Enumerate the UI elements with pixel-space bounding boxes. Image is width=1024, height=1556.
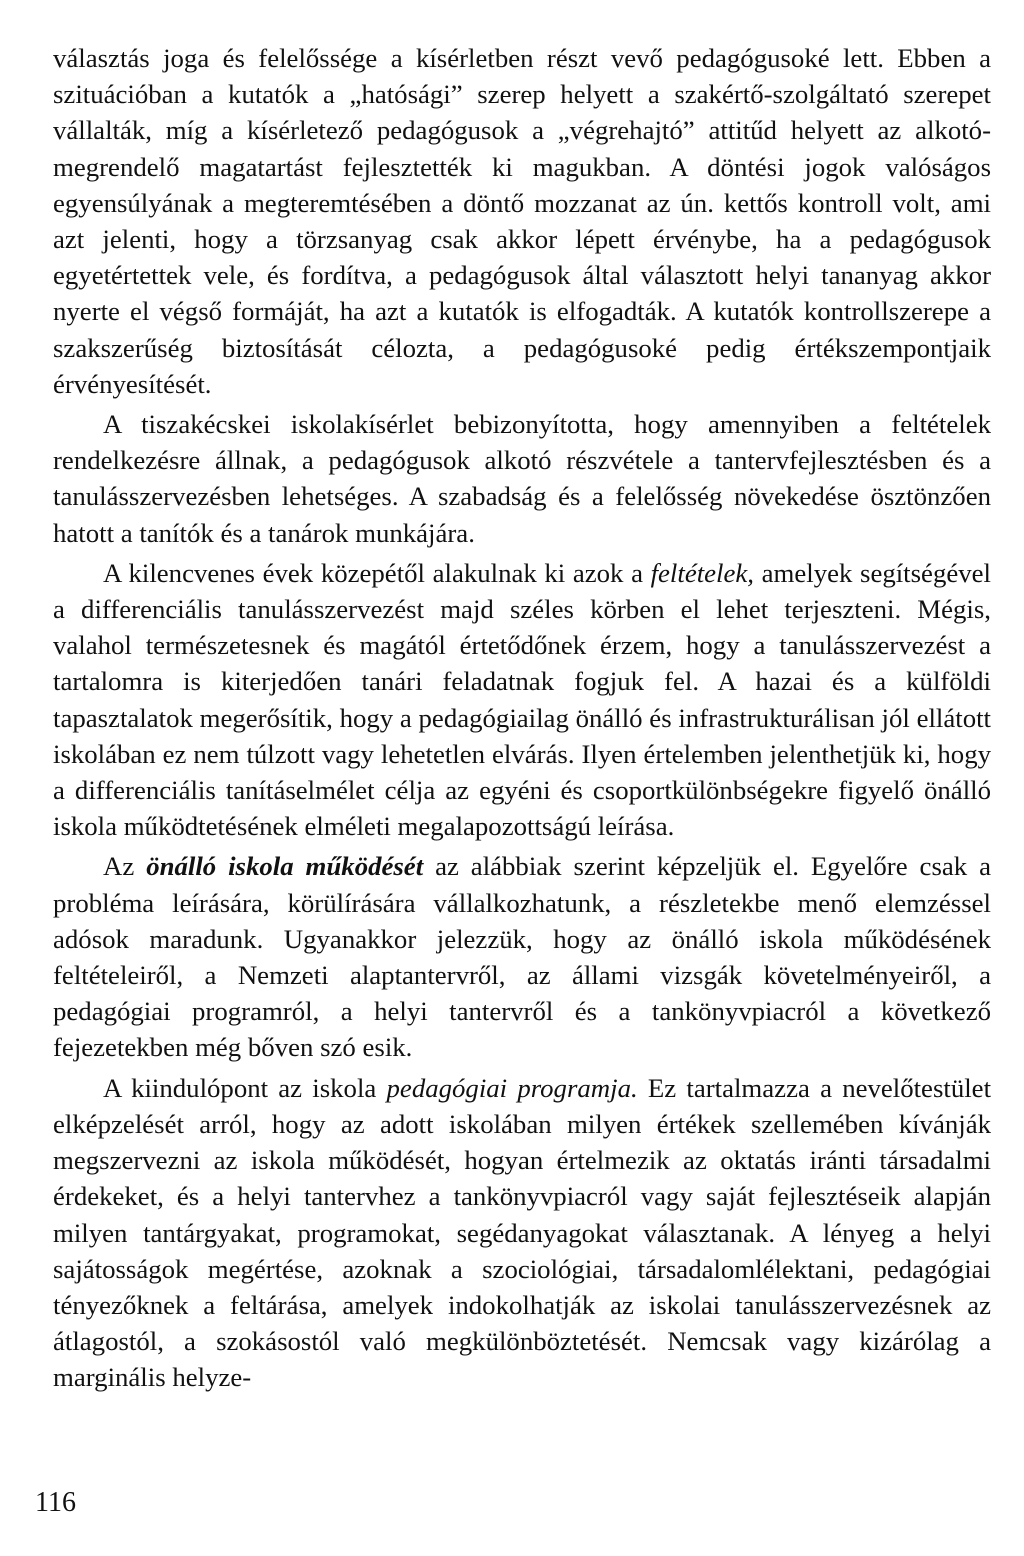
paragraph-3	[53, 555, 991, 845]
paragraph-5-lead: A kiindulópont az iskola	[103, 1072, 387, 1103]
paragraph-4	[53, 848, 991, 1065]
paragraph-1: választás joga és felelőssége a kísérletben részt vevő pedagógusoké lett. Ebben a szituációban a kutatók a „hatósági” szerep helyett a szakértő-szolgáltató szerepet vállalták, míg a kísérletező pedagógusok a „végrehajtó” attitűd helyett az alkotó-megrendelő magatartást fejlesztették ki magukban. A döntési jogok valóságos egyensúlyának a megteremtésében a döntő mozzanat az ún. kettős kontroll volt, ami azt jelenti, hogy a törzsanyag csak akkor lépett érvénybe, ha a pedagógusok egyetértettek vele, és fordítva, a pedagógusok által választott helyi tananyag akkor nyerte el végső formáját, ha azt a kutatók is elfogadták. A kutatók kontrollszerepe a szakszerűség biztosítását célozta, a pedagógusoké pedig értékszempontjaik érvényesítését.	[53, 43, 991, 399]
paragraph-5	[53, 1070, 991, 1396]
page-body	[53, 40, 991, 1396]
paragraph-5-emphasis: pedagógiai programja.	[386, 1072, 638, 1103]
paragraph-5-rest: Ez tartalmazza a nevelőtestület elképzelését arról, hogy az adott iskolában milyen értékek szellemében kívánják megszervezni az iskola működését, hogyan értelmezik az oktatás iránti társadalmi érdekeket, és a helyi tantervhez a tankönyvpiacról vagy saját fejlesztéseik alapján milyen tantárgyakat, programokat, segédanyagokat választanak. A lényeg a helyi sajátosságok megértése, azoknak a szociológiai, társadalomlélektani, pedagógiai tényezőknek a feltárása, amelyek indokolhatják az iskolai tanulásszervezésnek az átlagostól, a szokásostól való megkülönböztetését. Nemcsak vagy kizárólag a marginális helyze-	[53, 1072, 992, 1393]
paragraph-4-rest: az alábbiak szerint képzeljük el. Egyelőre csak a probléma leírására, körülírására vállalkozhatunk, a részletekbe menő elemzéssel adósok maradunk. Ugyanakkor jelezzük, hogy az önálló iskola működésének feltételeiről, a Nemzeti alaptantervről, az állami vizsgák követelményeiről, a pedagógiai programról, a helyi tantervről és a tankönyvpiacról a következő fejezetekben még bőven szó esik.	[53, 851, 991, 1063]
paragraph-4-emphasis: önálló iskola működését	[146, 851, 424, 882]
paragraph-3-emphasis: feltételek,	[650, 557, 754, 588]
paragraph-2: A tiszakécskei iskolakísérlet bebizonyította, hogy amennyiben a feltételek rendelkezésre állnak, a pedagógusok alkotó részvétele a tantervfejlesztésben és a tanulásszervezésben lehetséges. A szabadság és a felelősség növekedése ösztönzően hatott a tanítók és a tanárok munkájára.	[53, 409, 991, 548]
paragraph-3-lead: A kilencvenes évek közepétől alakulnak ki azok a	[103, 557, 651, 588]
page-number: 116	[35, 1487, 76, 1518]
paragraph-3-rest: amelyek segítségével a differenciális tanulásszervezést majd széles körben el lehet terjeszteni. Mégis, valahol természetesnek és magától értetődőnek érzem, hogy a tanulásszervezést a tartalomra is kiterjedően tanári feladatnak fogjuk fel. A hazai és a külföldi tapasztalatok megerősítik, hogy a pedagógiailag önálló és infrastrukturálisan jól ellátott iskolában ez nem túlzott vagy lehetetlen elvárás. Ilyen értelemben jelenthetjük ki, hogy a differenciális tanításelmélet célja az egyéni és csoportkülönbségekre figyelő önálló iskola működtetésének elméleti megalapozottságú leírása.	[53, 557, 991, 842]
paragraph-4-lead: Az	[103, 851, 147, 882]
